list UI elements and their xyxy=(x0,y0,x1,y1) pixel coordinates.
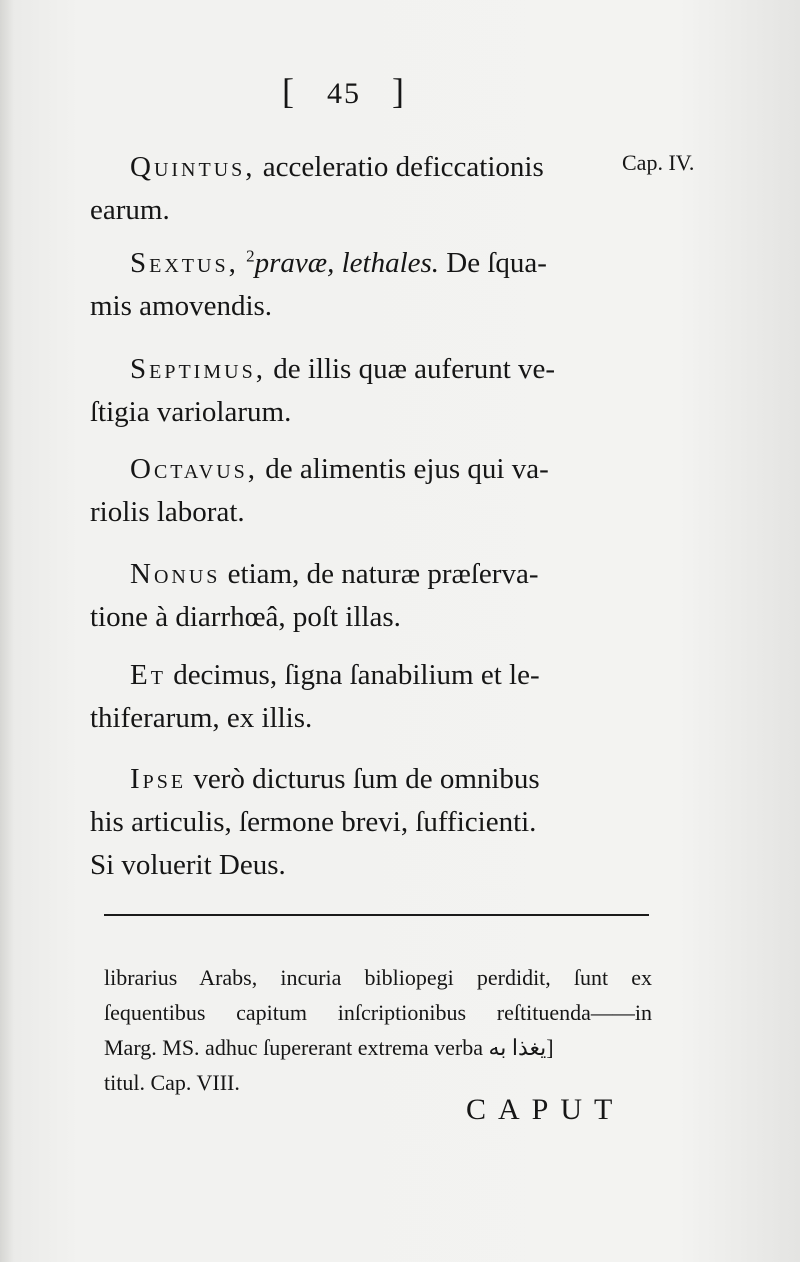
footnote-line: librarius Arabs, incuria bibliopegi perdidit, ſunt ex xyxy=(104,965,652,990)
paragraph-head: Sextus, xyxy=(130,247,239,279)
paragraph-head: Et xyxy=(130,659,166,691)
paragraph-line: tione à diarrhœâ, poſt illas. xyxy=(90,601,401,633)
paragraph-head: Octavus, xyxy=(130,453,259,485)
page-gutter-shadow xyxy=(0,0,14,1262)
footnote-line: titul. Cap. VIII. xyxy=(104,1070,240,1095)
paragraph-nonus xyxy=(90,553,650,639)
paragraph-septimus xyxy=(90,348,650,434)
paragraph-text: decimus, ſigna ſanabilium et le- xyxy=(173,659,540,691)
paragraph-line xyxy=(90,553,650,596)
paragraph-line xyxy=(90,654,650,697)
paragraph-decimus xyxy=(90,654,650,740)
paragraph-line: Si voluerit Deus. xyxy=(90,849,286,881)
page-number-value: 45 xyxy=(327,77,361,110)
paragraph-line: his articulis, ſermone brevi, ſufficienti. xyxy=(90,806,537,838)
paragraph-line xyxy=(90,242,650,285)
paragraph-line xyxy=(90,448,650,491)
paragraph-line: riolis laborat. xyxy=(90,496,245,528)
footnote-divider xyxy=(104,914,649,916)
paragraph-line: mis amovendis. xyxy=(90,290,273,322)
paragraph-head: Quintus, xyxy=(130,151,256,183)
footnote-line: ſequentibus capitum inſcriptionibus reſtituenda——in xyxy=(104,1000,652,1025)
paragraph-line xyxy=(90,146,650,189)
paragraph-text: De ſqua- xyxy=(446,247,547,279)
paragraph-ipse xyxy=(90,758,650,887)
page-number-open-bracket: [ xyxy=(282,71,296,111)
paragraph-octavus xyxy=(90,448,650,534)
paragraph-italic: pravæ, lethales. xyxy=(254,247,440,279)
paragraph-text: acceleratio deficcationis xyxy=(262,151,544,183)
footnote xyxy=(104,960,652,1100)
footnote-arabic-words: يغذا به xyxy=(488,1035,547,1060)
paragraph-text: de illis quæ auferunt ve- xyxy=(273,353,556,385)
margin-note-chapter: Cap. IV. xyxy=(622,150,695,175)
paragraph-line: ſtigia variolarum. xyxy=(90,396,292,428)
paragraph-text: verò dicturus ſum de omnibus xyxy=(193,763,540,795)
paragraph-text: de alimentis ejus qui va- xyxy=(265,453,549,485)
paragraph-line xyxy=(90,758,650,801)
paragraph-head: Nonus xyxy=(130,558,221,590)
page-number xyxy=(282,70,442,112)
catchword: CAPUT xyxy=(466,1093,625,1126)
paragraph-text: etiam, de naturæ præſerva- xyxy=(227,558,539,590)
footnote-line xyxy=(104,1030,652,1065)
paragraph-sextus xyxy=(90,242,650,328)
footnote-marker: 2 xyxy=(246,246,255,266)
paragraph-quintus xyxy=(90,146,650,232)
paragraph-line xyxy=(90,348,650,391)
footnote-bracket: ] xyxy=(546,1035,554,1060)
footnote-text: Marg. MS. adhuc ſupererant extrema verba xyxy=(104,1035,483,1060)
page-number-close-bracket: ] xyxy=(392,71,406,111)
paragraph-head: Septimus, xyxy=(130,353,266,385)
paragraph-line: thiferarum, ex illis. xyxy=(90,702,313,734)
paragraph-head: Ipse xyxy=(130,763,187,795)
paragraph-line: earum. xyxy=(90,194,170,226)
